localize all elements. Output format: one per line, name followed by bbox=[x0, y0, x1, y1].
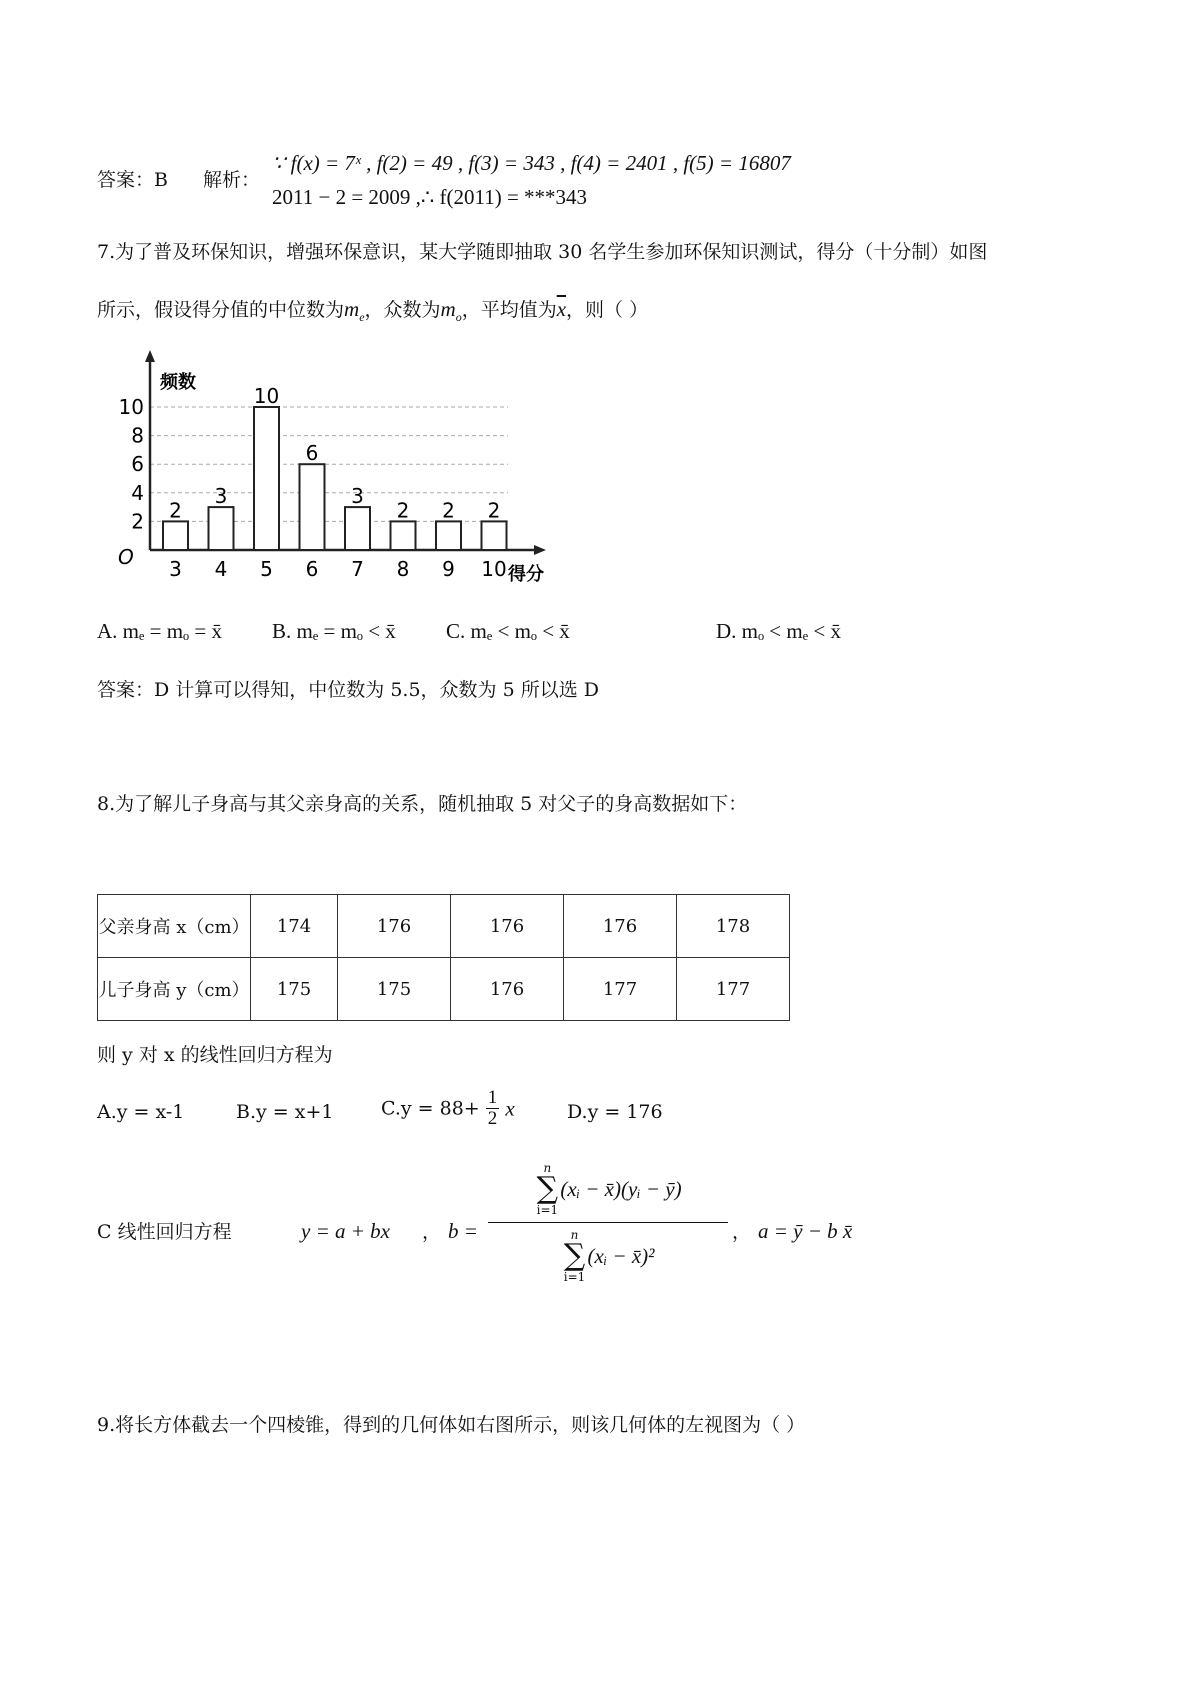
table-row-label: 儿子身高 y（cm） bbox=[98, 958, 251, 1021]
x-tick-label: 8 bbox=[396, 557, 410, 581]
y-tick-label: 4 bbox=[131, 480, 144, 505]
q7-option-a: A. mₑ = mₒ = x̄ bbox=[97, 619, 222, 643]
bar-value-label: 3 bbox=[214, 484, 228, 509]
table-cell: 176 bbox=[338, 895, 451, 958]
q6-answer-label: 答案：B bbox=[97, 169, 168, 191]
chart-origin-label: O bbox=[118, 545, 134, 569]
q9-text: 9.将长方体截去一个四棱锥，得到的几何体如右图所示，则该几何体的左视图为（ ） bbox=[97, 1414, 806, 1436]
q7-text-c: ，平均值为 bbox=[461, 299, 557, 321]
q8-option-d: D.y = 176 bbox=[567, 1101, 663, 1123]
x-tick-label: 3 bbox=[169, 557, 182, 581]
y-tick-label: 6 bbox=[131, 452, 144, 477]
bar-value-label: 6 bbox=[305, 441, 319, 466]
comma-separator: ， bbox=[422, 1221, 442, 1243]
q7-text-line1: 7.为了普及环保知识，增强环保意识，某大学随即抽取 30 名学生参加环保知识测试，得分（十分制）如图 bbox=[97, 241, 988, 263]
q8-option-c: C.y = 88+ $\frac{1}{2}$ x bbox=[381, 1087, 515, 1129]
y-axis-arrow-icon bbox=[145, 350, 155, 362]
q7-answer: 答案：D 计算可以得知，中位数为 5.5，众数为 5 所以选 D bbox=[97, 679, 599, 701]
q6-analysis-line1: ∵ f(x) = 7ˣ , f(2) = 49 , f(3) = 343 , f(4) = 2401 , f(5) = 16807 bbox=[272, 151, 791, 175]
x-tick-label: 10 bbox=[481, 557, 507, 581]
x-tick-label: 5 bbox=[260, 557, 273, 581]
table-row bbox=[98, 958, 790, 1021]
bar-8 bbox=[391, 521, 416, 550]
q7-option-d: D. mₒ < mₑ < x̄ bbox=[716, 619, 841, 643]
mean-symbol: $\overline{x}$ bbox=[556, 297, 567, 321]
mode-symbol: $m_o$ bbox=[440, 297, 462, 325]
q8-answer-prefix: C 线性回归方程 bbox=[97, 1221, 232, 1243]
b-denominator: n ∑ i=1 (xᵢ − x̄)² bbox=[488, 1223, 728, 1283]
q7-option-c: C. mₑ < mₒ < x̄ bbox=[446, 619, 570, 643]
table-cell: 176 bbox=[451, 895, 564, 958]
q8-text: 8.为了解儿子身高与其父亲身高的关系，随机抽取 5 对父子的身高数据如下： bbox=[97, 793, 748, 815]
bar-6 bbox=[300, 464, 325, 550]
bar-3 bbox=[163, 521, 188, 550]
bar-7 bbox=[345, 507, 370, 550]
height-data-table bbox=[97, 894, 790, 1021]
x-tick-label: 6 bbox=[305, 557, 319, 581]
x-tick-label: 4 bbox=[214, 557, 228, 581]
y-tick-label: 2 bbox=[131, 509, 144, 534]
bar-5 bbox=[254, 407, 279, 550]
x-tick-label: 9 bbox=[442, 557, 455, 581]
q8-option-a: A.y = x-1 bbox=[97, 1101, 185, 1123]
table-cell: 175 bbox=[338, 958, 451, 1021]
bar-value-label: 2 bbox=[169, 498, 182, 523]
q8-question: 则 y 对 x 的线性回归方程为 bbox=[97, 1044, 333, 1066]
regression-equation: y = a + bx bbox=[301, 1219, 390, 1243]
b-label: b = bbox=[448, 1219, 478, 1243]
q7-text-line2 bbox=[97, 296, 648, 330]
bar-value-label: 2 bbox=[396, 498, 410, 523]
bar-10 bbox=[482, 521, 507, 550]
q6-analysis-label: 解析： bbox=[203, 169, 261, 191]
bar-4 bbox=[209, 507, 234, 550]
table-cell: 175 bbox=[251, 958, 338, 1021]
score-frequency-chart bbox=[108, 348, 568, 603]
sum-symbol: n ∑ i=1 bbox=[536, 1161, 559, 1217]
table-row-label: 父亲身高 x（cm） bbox=[98, 895, 251, 958]
x-axis-arrow-icon bbox=[534, 545, 546, 555]
table-cell: 176 bbox=[451, 958, 564, 1021]
q7-option-b: B. mₑ = mₒ < x̄ bbox=[272, 619, 396, 643]
a-formula: a = ȳ − b x̄ bbox=[758, 1219, 853, 1243]
bar-9 bbox=[436, 521, 461, 550]
bar-value-label: 2 bbox=[487, 498, 501, 523]
y-tick-label: 8 bbox=[131, 423, 144, 448]
chart-xlabel: 得分 bbox=[508, 564, 544, 585]
y-tick-label: 10 bbox=[118, 395, 144, 419]
table-cell: 176 bbox=[564, 895, 677, 958]
table-cell: 174 bbox=[251, 895, 338, 958]
median-symbol: $m_e$ bbox=[344, 297, 365, 325]
x-tick-label: 7 bbox=[351, 557, 364, 581]
chart-ylabel: 频数 bbox=[160, 372, 196, 393]
q6-analysis-line2: 2011 − 2 = 2009 ,∴ f(2011) = ***343 bbox=[272, 185, 588, 209]
table-cell: 178 bbox=[677, 895, 790, 958]
bar-value-label: 10 bbox=[253, 384, 280, 408]
q7-text-d: ，则（ ） bbox=[566, 299, 649, 321]
bar-value-label: 2 bbox=[442, 498, 455, 523]
comma-separator: ， bbox=[732, 1221, 752, 1243]
table-row bbox=[98, 895, 790, 958]
b-formula-fraction bbox=[488, 1162, 728, 1283]
fraction-one-half: $\frac{1}{2}$ bbox=[487, 1087, 498, 1129]
sum-symbol: n ∑ i=1 bbox=[563, 1228, 586, 1284]
q7-text-a: 所示，假设得分值的中位数为 bbox=[97, 299, 345, 321]
q8-option-b: B.y = x+1 bbox=[236, 1101, 334, 1123]
table-cell: 177 bbox=[677, 958, 790, 1021]
q7-text-b: ，众数为 bbox=[364, 299, 441, 321]
b-numerator: n ∑ i=1 (xᵢ − x̄)(yᵢ − ȳ) bbox=[488, 1162, 728, 1223]
bar-value-label: 3 bbox=[351, 484, 364, 509]
table-cell: 177 bbox=[564, 958, 677, 1021]
